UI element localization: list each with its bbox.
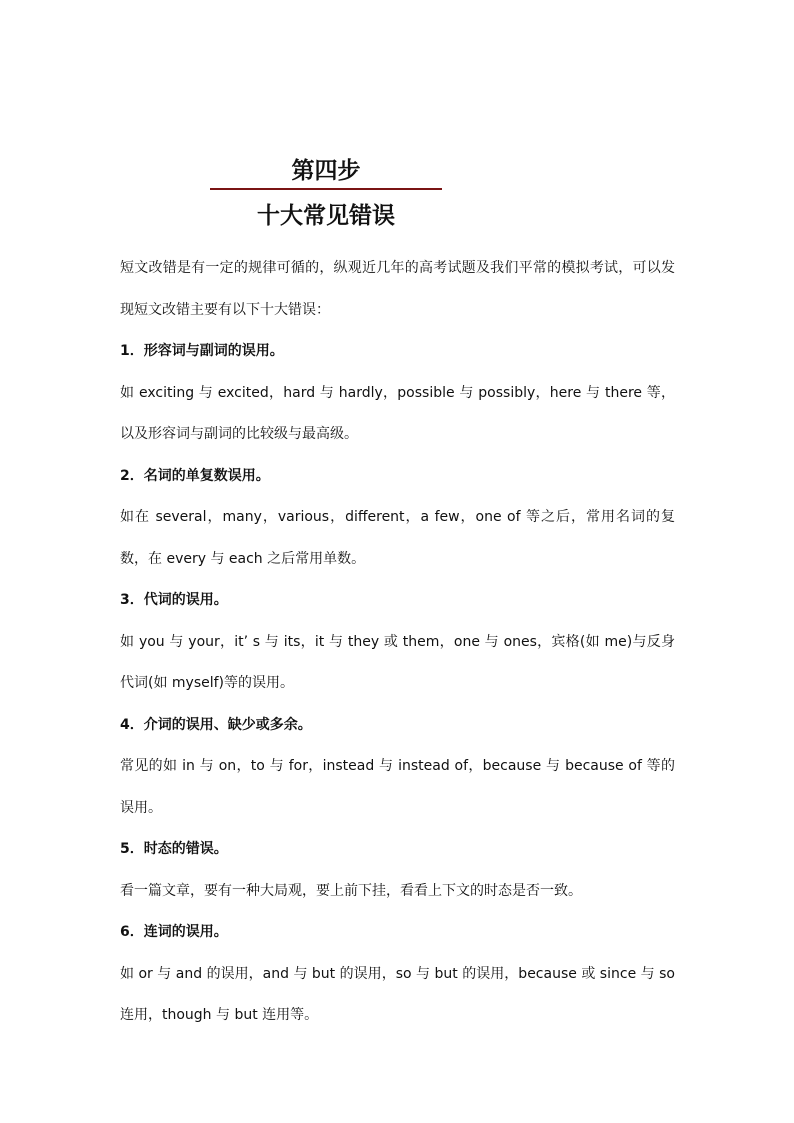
item-heading-3: 3．代词的误用。: [120, 592, 228, 608]
title-divider: [210, 188, 442, 190]
item-body-2: 如在 several，many，various，different，a few，one of 等之后，常用名词的复数，在 every 与 each 之后常用单数。: [120, 509, 675, 567]
intro-paragraph: 短文改错是有一定的规律可循的，纵观近几年的高考试题及我们平常的模拟考试，可以发现短文改错主要有以下十大错误：: [120, 260, 675, 318]
item-body-3: 如 you 与 your，it’ s 与 its，it 与 they 或 them，one 与 ones，宾格(如 me)与反身代词(如 myself)等的误用。: [120, 633, 675, 691]
item-body-4: 常见的如 in 与 on，to 与 for，instead 与 instead of，because 与 because of 等的误用。: [120, 758, 675, 816]
section-title: 十大常见错误: [257, 202, 395, 229]
item-body-5: 看一篇文章，要有一种大局观，要上前下挂，看看上下文的时态是否一致。: [120, 882, 582, 899]
item-body-1: 如 exciting 与 excited，hard 与 hardly，possible 与 possibly，here 与 there 等，以及形容词与副词的比较级与最高级。: [120, 384, 675, 442]
item-heading-2: 2．名词的单复数误用。: [120, 467, 270, 484]
item-heading-6: 6．连词的误用。: [120, 924, 228, 940]
document-body: [120, 248, 675, 1037]
item-heading-5: 5．时态的错误。: [120, 841, 228, 857]
step-title: 第四步: [291, 157, 361, 184]
item-heading-1: 1．形容词与副词的误用。: [120, 343, 284, 359]
item-body-6: 如 or 与 and 的误用，and 与 but 的误用，so 与 but 的误用，because 或 since 与 so 连用，though 与 but 连用等。: [120, 965, 675, 1023]
item-heading-4: 4．介词的误用、缺少或多余。: [120, 716, 312, 733]
